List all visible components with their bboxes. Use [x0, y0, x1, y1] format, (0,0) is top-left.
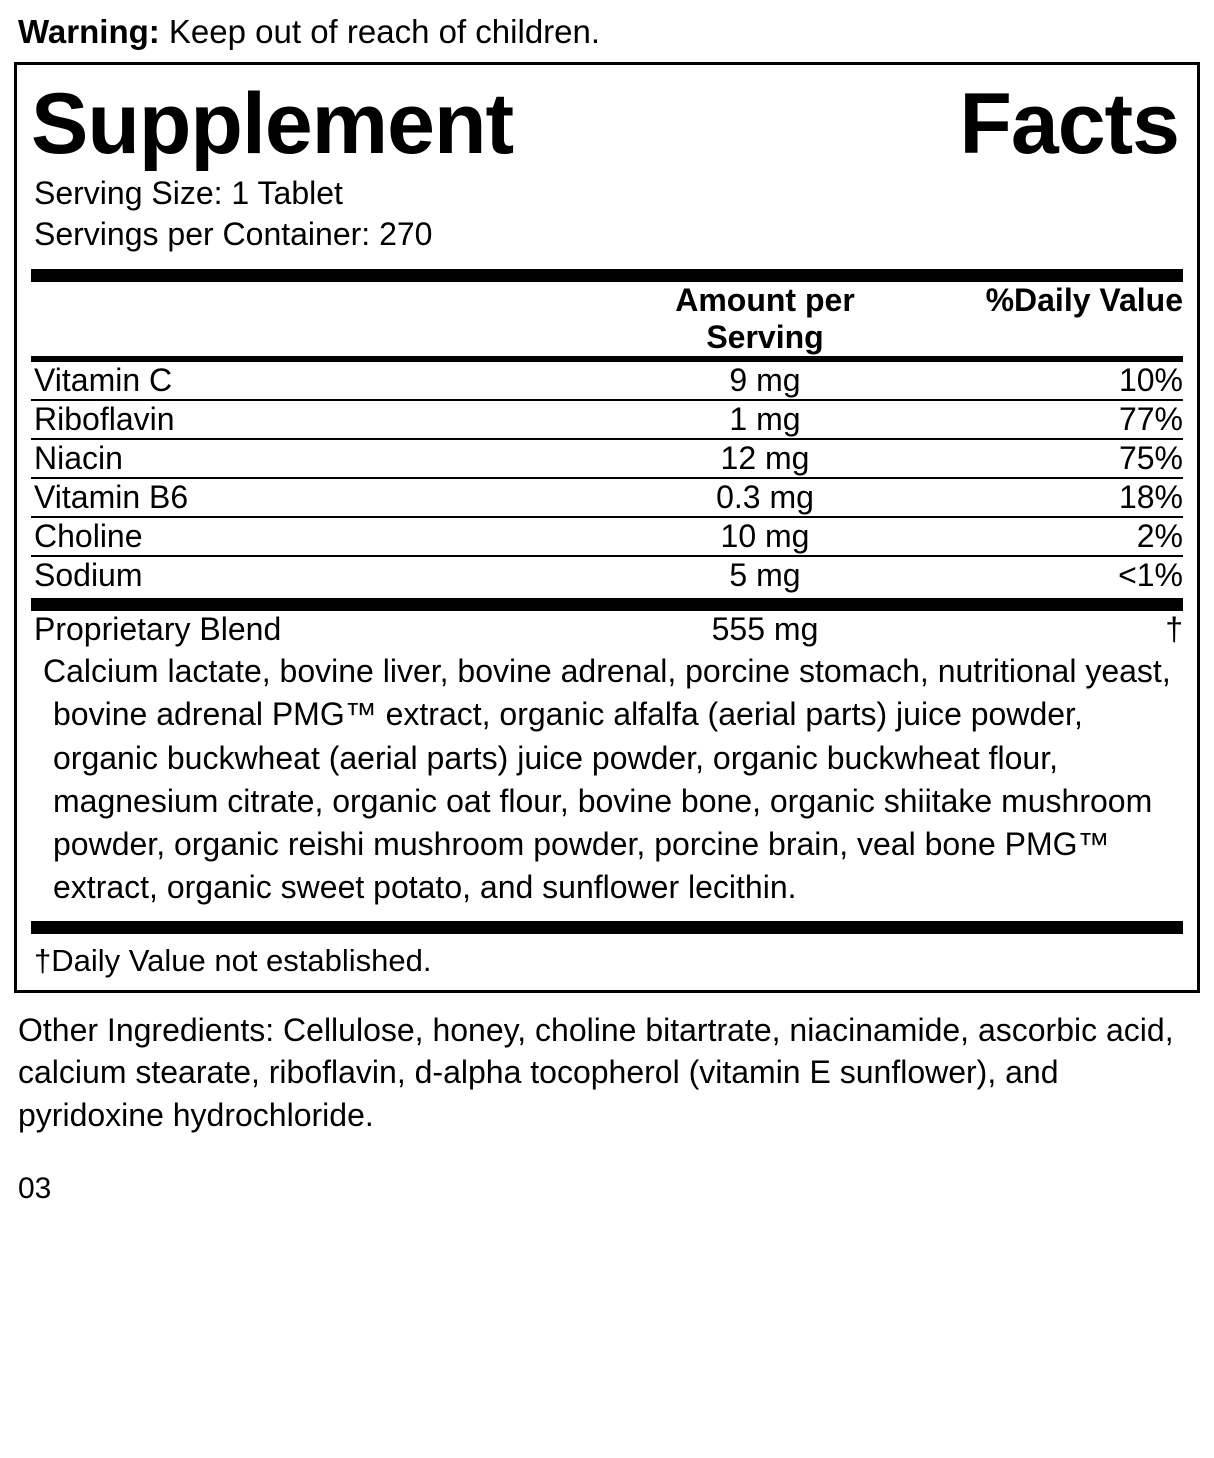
- nutrient-amount: 1 mg: [615, 400, 915, 439]
- nutrition-table: [31, 282, 1183, 356]
- table-row: [31, 556, 1183, 594]
- warning-text: Keep out of reach of children.: [159, 13, 601, 50]
- title-word-facts: Facts: [959, 76, 1179, 173]
- nutrient-dv: 77%: [915, 400, 1183, 439]
- table-row: [31, 517, 1183, 556]
- table-row: [31, 362, 1183, 400]
- nutrient-name: Riboflavin: [31, 400, 615, 439]
- other-ingredients: Other Ingredients: Cellulose, honey, choline bitartrate, niacinamide, ascorbic acid, calcium stearate, riboflavin, d-alpha tocopherol (vitamin E sunflower), and pyridoxine hydrochloride.: [18, 1011, 1174, 1133]
- nutrient-name: Vitamin B6: [31, 478, 615, 517]
- nutrient-dv: 75%: [915, 439, 1183, 478]
- header-amount-per-serving: Amount per Serving: [675, 282, 855, 356]
- table-row: [31, 611, 1183, 648]
- facts-panel: [14, 62, 1200, 992]
- nutrient-dv: 10%: [915, 362, 1183, 400]
- divider-thick-top: [31, 269, 1183, 282]
- blend-name: Proprietary Blend: [34, 611, 282, 648]
- nutrient-amount: 12 mg: [615, 439, 915, 478]
- warning-label: Warning:: [18, 13, 160, 50]
- nutrient-name: Niacin: [31, 439, 615, 478]
- header-blank: [31, 282, 615, 356]
- servings-per-container: Servings per Container: 270: [34, 216, 433, 253]
- blend-amount: 555 mg: [711, 611, 819, 648]
- nutrient-dv: 18%: [915, 478, 1183, 517]
- footer-code: 03: [18, 1172, 52, 1206]
- table-header-row: [31, 282, 1183, 356]
- header-daily-value: %Daily Value: [985, 282, 1183, 319]
- serving-info: [31, 173, 1183, 265]
- warning-line: [14, 0, 1200, 62]
- table-row: [31, 439, 1183, 478]
- table-row: [31, 400, 1183, 439]
- divider-thick-above-blend: [31, 598, 1183, 611]
- daily-value-footnote: †Daily Value not established.: [34, 943, 432, 979]
- proprietary-blend-table: [31, 611, 1183, 648]
- blend-ingredients: Calcium lactate, bovine liver, bovine adrenal, porcine stomach, nutritional yeast, bovine adrenal PMG™ extract, organic alfalfa (aerial parts) juice powder, organic buckwheat (aerial parts) juice powder, organic buckwheat flour, magnesium citrate, organic oat flour, bovine bone, organic shiitake mushroom powder, organic reishi mushroom powder, porcine brain, veal bone PMG™ extract, organic sweet potato, and sunflower lecithin.: [43, 653, 1171, 906]
- nutrient-amount: 5 mg: [729, 557, 801, 594]
- title-word-supplement: Supplement: [31, 76, 514, 173]
- nutrient-rows: [31, 362, 1183, 594]
- nutrient-amount: 9 mg: [615, 362, 915, 400]
- divider-thick-below-blend: [31, 921, 1183, 934]
- nutrient-dv: 2%: [915, 517, 1183, 556]
- nutrient-amount: 10 mg: [615, 517, 915, 556]
- nutrient-name: Choline: [31, 517, 615, 556]
- nutrient-amount: 0.3 mg: [615, 478, 915, 517]
- serving-size: Serving Size: 1 Tablet: [34, 175, 343, 212]
- nutrient-name: Vitamin C: [31, 362, 615, 400]
- nutrient-name: Sodium: [34, 557, 143, 594]
- nutrient-dv: <1%: [1118, 557, 1183, 594]
- page-title: [31, 65, 1183, 173]
- blend-dv: †: [1165, 611, 1183, 648]
- table-row: [31, 478, 1183, 517]
